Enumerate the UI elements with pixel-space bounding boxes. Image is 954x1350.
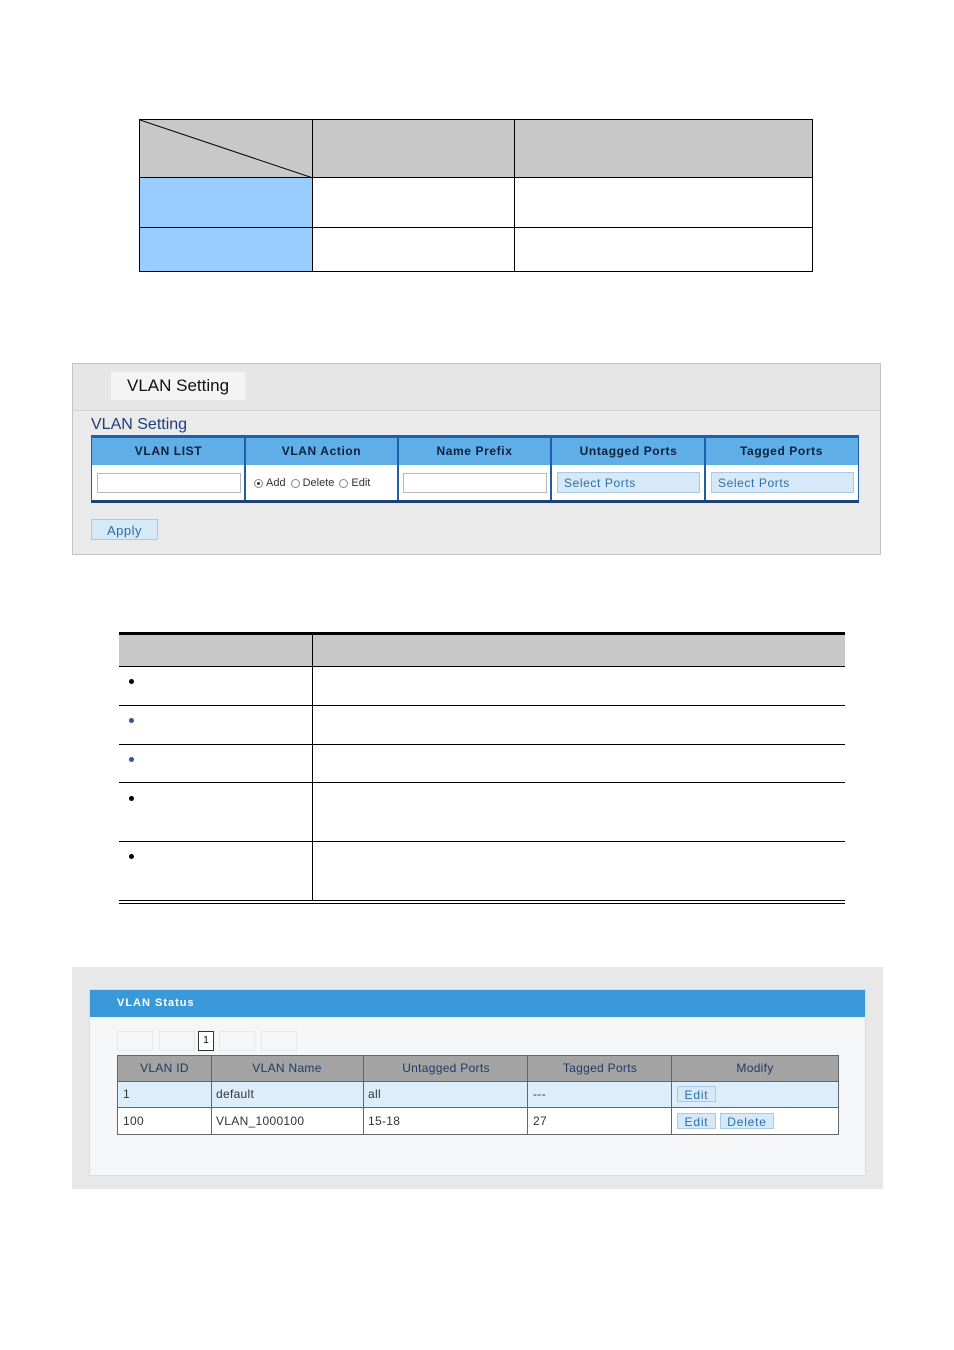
column-divider: [704, 438, 706, 500]
vlan-status-table: [117, 1055, 839, 1135]
edit-radio[interactable]: [339, 479, 348, 488]
column-divider: [527, 1056, 528, 1134]
matrix-divider: [140, 177, 812, 178]
tagged-select-ports-button[interactable]: Select Ports: [711, 472, 854, 493]
table-rule: [119, 903, 845, 904]
column-divider: [211, 1056, 212, 1134]
delete-radio[interactable]: [291, 479, 300, 488]
bullet-icon: [129, 854, 134, 859]
description-table: [119, 632, 845, 904]
column-header-modify: Modify: [736, 1061, 774, 1075]
vlan-list-input[interactable]: [97, 473, 241, 493]
column-divider: [550, 438, 552, 500]
bullet-icon: [129, 757, 134, 762]
untagged-ports-cell: all: [368, 1087, 381, 1101]
last-page-button[interactable]: [261, 1031, 297, 1051]
vlan-id-cell: 100: [123, 1114, 144, 1128]
matrix-row-header-2: [140, 228, 313, 271]
bullet-icon: [129, 796, 134, 801]
column-header-tagged-ports: Tagged Ports: [562, 1061, 638, 1075]
row-divider: [119, 744, 845, 745]
column-divider: [244, 438, 246, 500]
table-row: [118, 1081, 838, 1107]
column-divider: [671, 1056, 672, 1134]
apply-button[interactable]: Apply: [91, 519, 158, 540]
vlan-setting-table: [91, 435, 859, 503]
vlan-status-panel: [72, 967, 883, 1189]
untagged-select-ports-button[interactable]: Select Ports: [557, 472, 700, 493]
delete-button[interactable]: Delete: [720, 1113, 774, 1129]
matrix-divider: [140, 227, 812, 228]
column-header-tagged-ports: Tagged Ports: [740, 444, 823, 458]
vlan-id-cell: 1: [123, 1087, 130, 1101]
table-header: [118, 1056, 838, 1081]
row-divider: [118, 1107, 838, 1108]
column-header-vlan-id: VLAN ID: [140, 1061, 189, 1075]
vlan-setting-panel: [72, 363, 881, 555]
table-header: [92, 438, 858, 465]
status-title-bar: [90, 990, 865, 1017]
tagged-ports-cell: ---: [533, 1087, 546, 1101]
matrix-row-header-1: [140, 178, 313, 228]
matrix-divider: [514, 120, 515, 271]
panel-title: VLAN Setting: [111, 372, 245, 400]
first-page-button[interactable]: [117, 1031, 153, 1051]
row-divider: [118, 1081, 838, 1082]
tagged-ports-cell: 27: [533, 1114, 547, 1128]
row-divider: [119, 841, 845, 842]
column-divider: [312, 635, 313, 900]
section-label: VLAN Setting: [91, 416, 188, 433]
add-radio[interactable]: [254, 479, 263, 488]
panel-title-bar: [73, 364, 880, 411]
edit-button[interactable]: Edit: [677, 1086, 716, 1102]
column-header-untagged-ports: Untagged Ports: [402, 1061, 490, 1075]
row-divider: [119, 705, 845, 706]
vlan-status-card: [89, 989, 866, 1176]
matrix-table: [139, 119, 813, 272]
delete-radio-label: Delete: [302, 477, 335, 489]
description-header-row: [119, 635, 845, 666]
untagged-ports-cell: 15-18: [368, 1114, 401, 1128]
prev-page-button[interactable]: [159, 1031, 195, 1051]
add-radio-label: Add: [266, 477, 286, 489]
column-header-vlan-list: VLAN LIST: [134, 444, 203, 458]
column-header-vlan-action: VLAN Action: [281, 444, 362, 458]
matrix-divider: [312, 120, 313, 271]
next-page-button[interactable]: [219, 1031, 255, 1051]
vlan-name-cell: default: [216, 1087, 255, 1101]
bullet-icon: [129, 718, 134, 723]
table-row: [118, 1108, 838, 1134]
row-divider: [119, 666, 845, 667]
row-divider: [119, 782, 845, 783]
current-page-button[interactable]: 1: [198, 1031, 214, 1051]
vlan-action-radio-group: [254, 477, 375, 489]
column-divider: [363, 1056, 364, 1134]
matrix-diagonal-divider: [140, 120, 313, 178]
name-prefix-input[interactable]: [403, 473, 547, 493]
edit-radio-label: Edit: [351, 477, 371, 489]
edit-button[interactable]: Edit: [677, 1113, 716, 1129]
bullet-icon: [129, 679, 134, 684]
status-title: VLAN Status: [117, 997, 195, 1009]
column-header-untagged-ports: Untagged Ports: [579, 444, 678, 458]
column-divider: [397, 438, 399, 500]
column-header-name-prefix: Name Prefix: [436, 444, 513, 458]
table-rule: [119, 900, 845, 901]
column-header-vlan-name: VLAN Name: [252, 1061, 322, 1075]
vlan-name-cell: VLAN_1000100: [216, 1114, 305, 1128]
